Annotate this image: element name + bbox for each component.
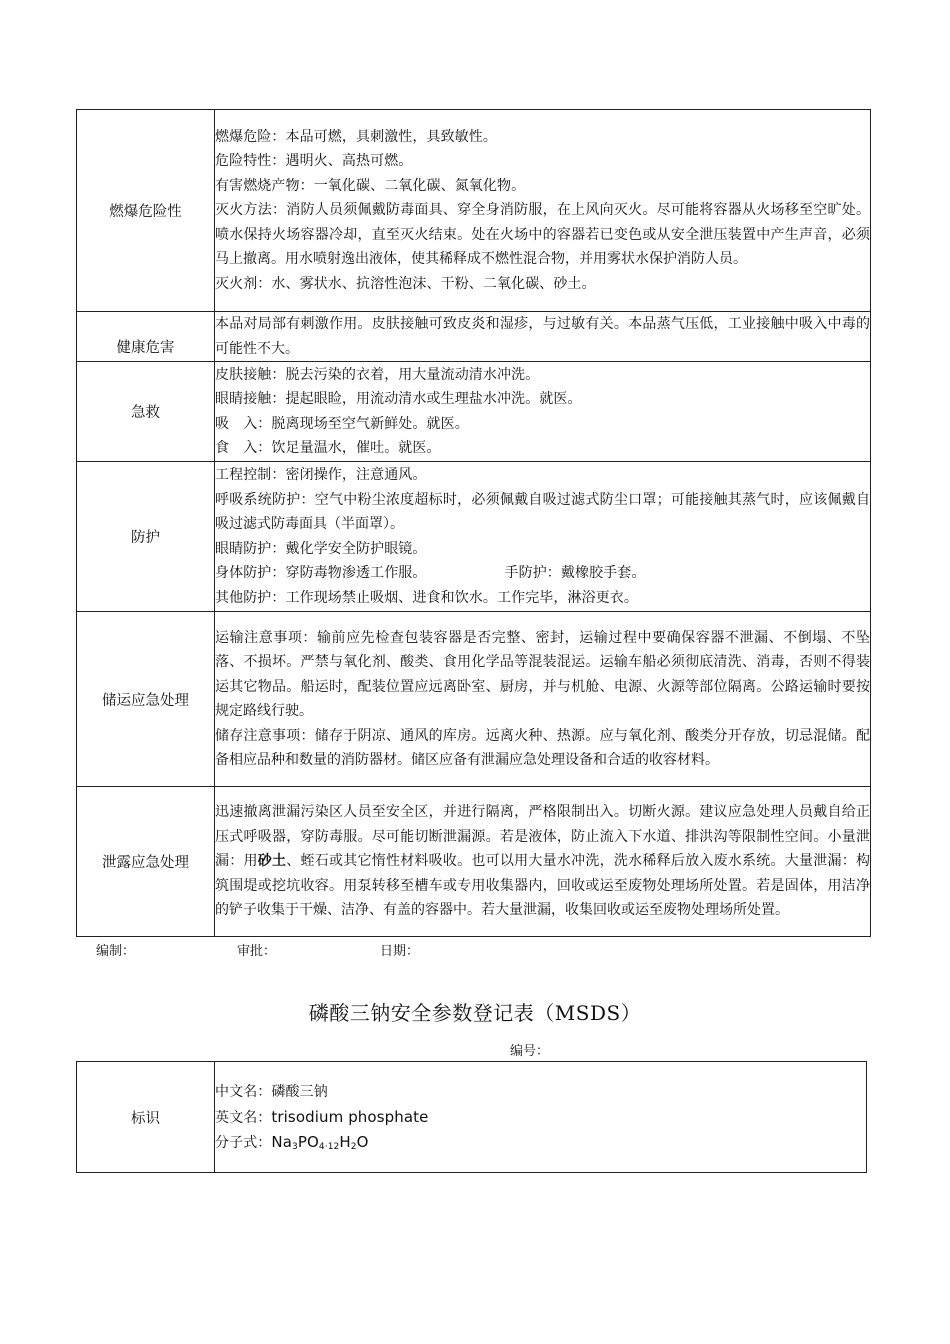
- identification-content: [215, 1062, 867, 1173]
- row-label-first-aid: 急救: [77, 362, 215, 462]
- chinese-name-line: [215, 1080, 866, 1105]
- leak-text-bold: 砂土: [257, 853, 287, 870]
- ingestion-line: 食 入：饮足量温水，催吐。就医。: [215, 440, 441, 456]
- table-row: [77, 787, 871, 937]
- molecular-formula-line: [215, 1130, 866, 1160]
- table-row: [77, 362, 871, 462]
- english-name-line: [215, 1105, 866, 1131]
- body-hand-protection-line: [215, 561, 870, 586]
- compiled-by-label: 编制：: [96, 944, 136, 959]
- other-protection-line: 其他防护：工作现场禁止吸烟、进食和饮水。工作完毕，淋浴更衣。: [215, 589, 638, 606]
- formula-part: Na: [271, 1133, 293, 1152]
- leak-text-part: 迅速撤离泄漏污染区人员至安全区，并进行隔离，严格限制出入。切断火源。建议应急处理人员戴自给正压式呼吸器，穿防毒服。尽可能切断泄漏源。若是液体，防止流入下水道、排洪沟等限制性空间。小量泄漏：用: [215, 804, 870, 870]
- leak-handling-text: [215, 800, 870, 923]
- combustion-products-line: 有害燃烧产物：一氧化碳、二氧化碳、氮氧化物。: [215, 177, 526, 194]
- date-label: 日期：: [380, 944, 420, 959]
- row-label-identification: 标识: [77, 1062, 215, 1173]
- row-label-storage-transport: 储运应急处理: [77, 612, 215, 787]
- storage-transport-content: [215, 612, 871, 787]
- page-title: 磷酸三钠安全参数登记表（MSDS）: [308, 1001, 642, 1025]
- hand-protection-text: 手防护：戴橡胶手套。: [504, 565, 646, 581]
- row-label-leak-handling: 泄露应急处理: [77, 787, 215, 937]
- msds-table-continued: [76, 109, 871, 937]
- leak-text-part: 、蛭石或其它惰性材料吸收。也可以用大量水冲洗，洗水稀释后放入废水系统。大量泄漏：构筑围堤或挖坑收容。用泵转移至槽车或专用收集器内，回收或运至废物处理场所处置。若是固体，用洁净的铲子收集于干燥、洁净、有盖的容器中。若大量泄漏，收集回收或运至废物处理场所处置。: [215, 853, 871, 919]
- approved-by-label: 审批：: [237, 944, 277, 959]
- skin-contact-line: 皮肤接触：脱去污染的衣着，用大量流动清水冲洗。: [215, 366, 540, 383]
- transport-notes-text: 运输注意事项：输前应先检查包装容器是否完整、密封，运输过程中要确保容器不泄漏、不倒塌、不坠落、不损坏。严禁与氧化剂、酸类、食用化学品等混装混运。运输车船必须彻底清洗、消毒，否则不得装运其它物品。船运时，配装位置应远离卧室、厨房，并与机舱、电源、火源等部位隔离。公路运输时要按规定路线行驶。: [215, 629, 870, 719]
- formula-subscript: 2: [350, 1142, 357, 1153]
- leak-handling-content: [215, 787, 871, 937]
- fire-hazard-line: 燃爆危险：本品可燃，具刺激性，具致敏性。: [215, 128, 497, 145]
- doc-number-label: 编号：: [510, 1044, 550, 1059]
- eye-protection-line: 眼睛防护：戴化学安全防护眼镜。: [215, 540, 427, 557]
- first-aid-content: [215, 362, 871, 462]
- extinguishing-agent-line: 灭火剂：水、雾状水、抗溶性泡沫、干粉、二氧化碳、砂土。: [215, 275, 596, 292]
- health-hazard-text: 本品对局部有刺激作用。皮肤接触可致皮炎和湿疹，与过敏有关。本品蒸气压低，工业接触中吸入中毒的可能性不大。: [215, 316, 870, 357]
- inhalation-line: 吸 入：脱离现场至空气新鲜处。就医。: [215, 415, 469, 432]
- health-hazard-content: [215, 312, 871, 362]
- table-row: [77, 462, 871, 612]
- english-name-label: 英文名：: [215, 1109, 272, 1126]
- table-row: [77, 110, 871, 312]
- fire-hazard-content: [215, 110, 871, 312]
- fire-method-text: 灭火方法：消防人员须佩戴防毒面具、穿全身消防服，在上风向灭火。尽可能将容器从火场移至空旷处。喷水保持火场容器冷却，直至灭火结束。处在火场中的容器若已变色或从安全泄压装置中产生声音，必须马上撤离。用水喷射逸出液体，使其稀释成不燃性混合物，并用雾状水保护消防人员。: [215, 202, 870, 268]
- english-name-value: trisodium phosphate: [271, 1107, 429, 1126]
- table-row: [77, 1062, 867, 1173]
- msds-identification-table: [76, 1061, 867, 1173]
- body-protection-text: 身体防护：穿防毒物渗透工作服。: [215, 565, 427, 581]
- formula-part: PO: [297, 1133, 319, 1152]
- formula-part: H: [339, 1133, 351, 1152]
- protection-content: [215, 462, 871, 612]
- eye-contact-line: 眼睛接触：提起眼睑，用流动清水或生理盐水冲洗。就医。: [215, 391, 582, 407]
- table-row: [77, 612, 871, 787]
- engineering-control-line: 工程控制：密闭操作，注意通风。: [215, 467, 427, 483]
- row-label-health-hazard: 健康危害: [77, 312, 215, 362]
- molecular-formula-value: [271, 1133, 368, 1151]
- row-label-fire-hazard: 燃爆危险性: [77, 110, 215, 312]
- molecular-formula-label: 分子式：: [215, 1135, 272, 1152]
- formula-subscript: 4·12: [318, 1142, 340, 1153]
- storage-notes-text: 储存注意事项：储存于阴凉、通风的库房。远离火种、热源。应与氧化剂、酸类分开存放，切忌混储。配备相应品种和数量的消防器材。储区应备有泄漏应急处理设备和合适的收容材料。: [215, 727, 870, 768]
- chinese-name-label: 中文名：: [215, 1084, 272, 1101]
- formula-part: O: [356, 1133, 369, 1152]
- table-row: [77, 312, 871, 362]
- respiratory-protection-text: 呼吸系统防护：空气中粉尘浓度超标时，必须佩戴自吸过滤式防尘口罩；可能接触其蒸气时，应该佩戴自吸过滤式防毒面具（半面罩）。: [215, 491, 870, 532]
- formula-subscript: 3: [292, 1142, 298, 1153]
- hazard-property-line: 危险特性：遇明火、高热可燃。: [215, 153, 413, 170]
- row-label-protection: 防护: [77, 462, 215, 612]
- chinese-name-value: 磷酸三钠: [271, 1084, 328, 1101]
